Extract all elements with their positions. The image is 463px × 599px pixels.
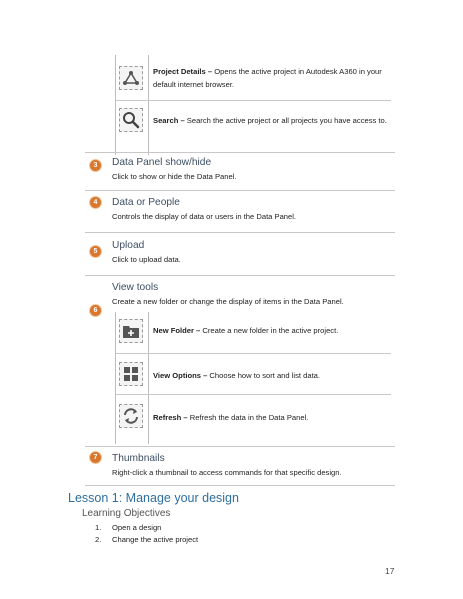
- section-description: Controls the display of data or users in the Data Panel.: [112, 212, 297, 221]
- project-details-name: Project Details –: [153, 67, 213, 76]
- view-options-text: Choose how to sort and list data.: [209, 371, 321, 380]
- new-folder-description: [153, 324, 393, 337]
- row-divider: [115, 394, 391, 395]
- row-divider: [115, 100, 391, 101]
- search-description: [153, 114, 393, 127]
- section-title: Thumbnails: [112, 453, 165, 464]
- objective-item: Change the active project: [112, 535, 199, 544]
- objective-number: 2.: [95, 535, 102, 544]
- objectives-heading: Learning Objectives: [82, 508, 171, 519]
- refresh-name: Refresh –: [153, 413, 188, 422]
- new-folder-name: New Folder –: [153, 326, 201, 335]
- section-description: Click to show or hide the Data Panel.: [112, 172, 237, 181]
- refresh-icon: [119, 404, 143, 428]
- callout-number-badge: 5: [90, 246, 101, 257]
- callout-number-badge: 7: [90, 452, 101, 463]
- new-folder-text: Create a new folder in the active project.: [202, 326, 339, 335]
- section-title: View tools: [112, 282, 159, 293]
- section-divider: [85, 232, 395, 233]
- lesson-heading: Lesson 1: Manage your design: [68, 491, 239, 505]
- callout-number-badge: 6: [90, 305, 101, 316]
- callout-number-badge: 3: [90, 160, 101, 171]
- new-folder-icon: [119, 319, 143, 343]
- section-divider: [85, 152, 395, 153]
- table-column-divider: [148, 55, 149, 155]
- section-divider: [85, 275, 395, 276]
- section-divider: [85, 446, 395, 447]
- view-options-name: View Options –: [153, 371, 208, 380]
- section-divider: [85, 190, 395, 191]
- table-column-divider: [115, 55, 116, 155]
- section-title: Data Panel show/hide: [112, 157, 212, 168]
- project-details-icon: [119, 66, 143, 90]
- refresh-text: Refresh the data in the Data Panel.: [189, 413, 309, 422]
- table-column-divider: [148, 312, 149, 444]
- section-title: Data or People: [112, 197, 180, 208]
- view-options-description: [153, 369, 393, 382]
- project-details-description: [153, 65, 393, 91]
- section-description: Create a new folder or change the display of items in the Data Panel.: [112, 297, 344, 306]
- search-name: Search –: [153, 116, 185, 125]
- section-description: Click to upload data.: [112, 255, 181, 264]
- section-description: Right-click a thumbnail to access commands for that specific design.: [112, 468, 342, 477]
- search-icon: [119, 108, 143, 132]
- view-options-icon: [119, 362, 143, 386]
- search-text: Search the active project or all projects you have access to.: [186, 116, 387, 125]
- project-details-text: Opens the active project in Autodesk A360 in your default internet browser.: [153, 67, 382, 89]
- section-divider: [85, 485, 395, 486]
- section-title: Upload: [112, 240, 145, 251]
- page-number: 17: [385, 566, 395, 576]
- callout-number-badge: 4: [90, 197, 101, 208]
- table-column-divider: [115, 312, 116, 444]
- objective-number: 1.: [95, 523, 102, 532]
- row-divider: [115, 353, 391, 354]
- refresh-description: [153, 411, 393, 424]
- objective-item: Open a design: [112, 523, 162, 532]
